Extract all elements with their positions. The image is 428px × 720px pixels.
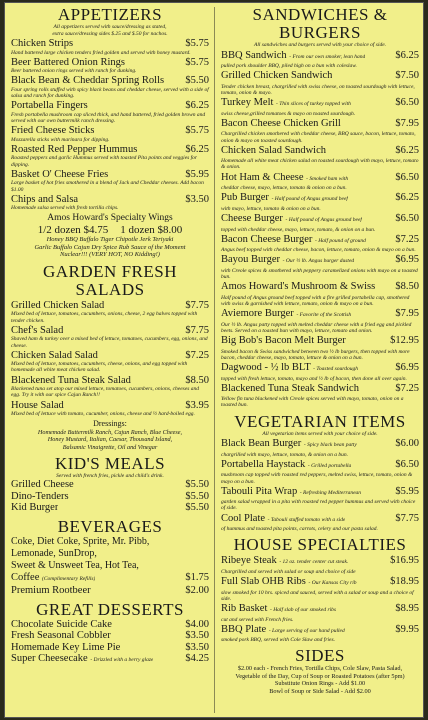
item-description: Homemade salsa served with fresh tortilla chips. [11, 205, 119, 212]
item-name: Beer Battered Onion Rings [11, 56, 126, 68]
menu-item [221, 383, 419, 409]
item-price: $5.50 [185, 75, 209, 87]
menu-item [221, 97, 419, 117]
item-name: Blackened Tuna Steak Sandwich [221, 382, 359, 394]
item-name: Rib Basket [221, 603, 268, 614]
menu-item [11, 653, 209, 667]
item-description: topped with cheddar cheese, mayo, lettuce, tomato, & onion on a bun. [221, 226, 376, 233]
menu-item [11, 57, 209, 75]
sides-title: SIDES [295, 646, 345, 666]
menu-item [11, 630, 209, 642]
item-name: Bacon Cheese Chicken Grill [221, 117, 341, 129]
menu-page [4, 2, 424, 718]
item-description: Tender chicken breast, chargrilled with swiss cheese, on toasted sourdough with lettuce, tomato, onion & mayo. [221, 83, 415, 96]
beverage-list: Sweet & Unsweet Tea, Hot Tea, [11, 559, 139, 571]
item-price: $6.50 [395, 97, 419, 109]
item-description: cut and served with French fries. [221, 616, 294, 623]
item-name: Chips and Salsa [11, 193, 79, 205]
sides-list: Bowl of Soup or Side Salad - Add $2.00 [269, 687, 371, 695]
item-note: - Tabouli stuffed tomato with a side [267, 516, 346, 523]
house-title: HOUSE SPECIALTIES [233, 535, 407, 555]
item-description: topped with fresh lettuce, tomato, mayo and ½ lb of bacon, then done all over again. [221, 375, 407, 382]
left-column [5, 3, 215, 717]
item-description: Mixed bed of lettuce, tomatoes, cucumbers, onions, cheese, 2 egg halves topped with tender chicken. [11, 311, 198, 324]
wings-dozen: 1 dozen $8.00 [120, 224, 183, 237]
item-price: $5.50 [185, 490, 209, 502]
menu-item [11, 619, 209, 631]
item-price: $6.50 [395, 213, 419, 225]
menu-item [221, 486, 419, 512]
item-description: Chargrilled chicken smothered with cheddar cheese, BBQ sauce, bacon, lettuce, tomato, onion & mayo on toasted sourdough. [221, 131, 416, 144]
item-description: Four spring rolls stuffed with spicy black beans and cheddar cheese, served with a side of salsa and ranch for dunking. [11, 86, 209, 100]
right-column [215, 3, 424, 717]
item-name: Turkey Melt [221, 97, 274, 109]
kids-note: Served with french fries, pickle and child's drink. [56, 472, 164, 479]
vegetarian-note: All vegetarian items served with your choice of side. [262, 430, 378, 437]
item-name: Portabella Fingers [11, 100, 88, 112]
item-description: pulled pork shoulder BBQ, piled high on a bun with coleslaw. [221, 63, 357, 69]
menu-item [11, 502, 209, 514]
item-note: - Thin slices of turkey topped with [276, 101, 351, 108]
dressings-list: Homemade Buttermilk Ranch, Cajun Ranch, Blue Cheese, [37, 429, 183, 437]
item-note: - 12 oz. tender center cut steak. [279, 559, 349, 566]
item-description: swiss cheese,grilled tomatoes & mayo on toasted sourdough. [221, 110, 356, 117]
item-description: Mixed bed of lettuce, tomatoes, cucumbers, cheese, onions, and egg topped with homemade all white meat chicken salad. [11, 361, 188, 374]
wing-flavors: Garlic Buffalo Cajun Dry Spice Rub Sauce of the Moment [34, 243, 186, 251]
item-description: slow smoked for 10 hrs. spiced and sauced, served with a salad or soup and a choice of side. [221, 589, 414, 602]
item-note: - Large serving of our hand pulled [268, 627, 345, 634]
item-price: $7.25 [395, 382, 419, 394]
item-name: Fresh Seasonal Cobbler [11, 630, 111, 642]
item-note: - Half pound of Angus ground beef [285, 217, 362, 224]
menu-item [221, 281, 419, 307]
item-description: Chargrilled and served with salad or soup and choice of side [221, 568, 356, 575]
item-name: Basket O' Cheese Fries [11, 168, 109, 180]
item-price: $8.95 [395, 603, 419, 614]
item-description: Half pound of Angus ground beef topped with a fire grilled portabella cap, smothered with swiss & garnished with lettuce, tomato, onion & mayo on a bun. [221, 294, 410, 308]
menu-item [11, 300, 209, 324]
item-name: Dino-Tenders [11, 490, 69, 502]
item-description: Mixed bed of lettuce with tomato, cucumber, onions, cheese and ½ hard-boiled egg. [11, 411, 195, 418]
item-name: Dagwood - ½ lb BLT [221, 362, 311, 374]
item-name: Grilled Cheese [11, 479, 74, 491]
item-description: Yellow fin tuna blackened with Creole spices served with mayo, tomato, onion on a toasted bun. [221, 396, 404, 409]
menu-item [221, 459, 419, 485]
item-name: Grilled Chicken Sandwich [221, 70, 333, 82]
menu-item [221, 603, 419, 623]
item-name: Full Slab OHB Ribs [221, 576, 306, 588]
item-description: garden salad wrapped in a pita with roasted red pepper hummus and served with choice of side. [221, 499, 416, 512]
item-price: $7.75 [395, 512, 419, 524]
beverage-list: Coke, Diet Coke, Sprite, Mr. Pibb, [11, 535, 150, 547]
item-name: BBQ Plate [221, 623, 267, 635]
item-name: Portabella Haystack [221, 458, 306, 470]
item-name: Tabouli Pita Wrap [221, 485, 298, 497]
item-name: Chef's Salad [11, 324, 64, 336]
item-description: Smoked bacon & Swiss sandwiched between two ½ lb burgers, then topped with more bacon, cheddar cheese, mayo, tomato, lettuce & onion on a bun. [221, 348, 410, 361]
item-name: Kid Burger [11, 502, 59, 514]
item-description: Large basket of hot fries smothered in a blend of Jack and Cheddar cheeses. Add bacon $1.00 [11, 180, 204, 193]
item-price: $6.50 [395, 458, 419, 470]
item-name: Homemade Key Lime Pie [11, 641, 121, 653]
wings-half-dozen: 1/2 dozen $4.75 [37, 224, 109, 237]
item-description: mushroom cap topped with roasted red peppers, melted swiss, lettuce, tomato, onion & mayo on a bun. [221, 472, 413, 485]
wings-prices [11, 224, 209, 236]
item-price: $6.00 [395, 438, 419, 450]
menu-item [221, 234, 419, 254]
menu-item [221, 624, 419, 644]
item-name: Ribeye Steak [221, 555, 277, 567]
item-price: $6.25 [395, 144, 419, 156]
item-name: Amos Howard's Mushroom & Swiss [221, 281, 376, 293]
item-description: of hummus and toasted pita points, carrots, celery and our pasta salad. [221, 526, 378, 533]
menu-item [221, 192, 419, 212]
dressings-list: Honey Mustard, Italian, Caesar, Thousand Island, [47, 436, 173, 444]
item-note: - Spicy black bean patty [303, 442, 357, 449]
item-note: - Grilled portabella [307, 462, 352, 469]
appetizers-note: All appetizers served with sauce/dressing as stated, [53, 24, 167, 30]
kids-title: KID'S MEALS [54, 453, 166, 473]
item-name: Chicken Salad Salad [11, 349, 98, 361]
sandwiches-note: All sandwiches and burgers served with your choice of side. [253, 42, 387, 48]
item-description: Our ½ lb. Angus patty topped with melted cheddar cheese with a fried egg and pickled beets. Served on a toasted bun with mayo, lettuce, tomato and onion. [221, 321, 412, 334]
item-price: $6.25 [395, 192, 419, 204]
item-note: - Refreshing Mediterranean [299, 489, 362, 496]
menu-item [221, 308, 419, 334]
menu-item [221, 172, 419, 192]
item-note: - From our own smoker, lean hand [289, 53, 366, 60]
item-price: $7.95 [395, 117, 419, 129]
item-name: Black Bean & Cheddar Spring Rolls [11, 75, 165, 87]
desserts-title: GREAT DESSERTS [36, 599, 184, 619]
menu-item [11, 572, 209, 586]
menu-item [11, 38, 209, 56]
item-description: Blackened tuna set atop our mixed lettuce, tomatoes, cucumbers, onions, cheeses and egg. Try it with our spice Cajun Ranch!! [11, 386, 200, 399]
menu-item [11, 169, 209, 193]
item-price: $7.75 [185, 299, 209, 311]
item-price: $4.00 [185, 618, 209, 630]
item-name: Super Cheesecake [11, 653, 88, 665]
item-name: Coffee [11, 571, 40, 583]
item-price: $3.50 [185, 641, 209, 653]
item-note: - Half pound of ground [315, 237, 366, 244]
item-note: - Toasted sourdough [313, 366, 358, 373]
item-price: $2.00 [185, 585, 209, 597]
item-note: - Our ½ lb. Angus burger dusted [282, 258, 355, 265]
item-price: $5.95 [395, 485, 419, 497]
item-name: Chicken Salad Sandwich [221, 144, 326, 156]
menu-item [11, 75, 209, 99]
menu-item [11, 375, 209, 399]
wings-title: Amos Howard's Specialty Wings [47, 213, 173, 224]
menu-item [221, 513, 419, 533]
sides-list: Substitute Onion Rings - Add $1.00 [274, 680, 366, 688]
item-price: $5.95 [185, 168, 209, 180]
menu-item [11, 585, 209, 597]
sides-list: Vegetable of the Day, Cup of Soup or Roasted Potatoes (after 5pm) [235, 672, 405, 680]
item-price: $6.25 [185, 100, 209, 112]
item-name: Bacon Cheese Burger [221, 233, 313, 245]
item-price: $4.25 [185, 653, 209, 665]
item-description: Angus beef topped with cheddar cheese, bacon, lettuce, tomato, onion & mayo on a bun. [221, 247, 416, 254]
appetizers-title: APPETIZERS [57, 5, 163, 24]
item-name: Aviemore Burger [221, 308, 294, 320]
item-price: $5.75 [185, 38, 209, 49]
sides-list: $2.00 each - French Fries, Tortilla Chips, Cole Slaw, Pasta Salad, [237, 665, 403, 673]
menu-item [11, 194, 209, 212]
item-description: Homemade all white meat chicken salad on toasted sourdough with mayo, lettuce, tomato & onion. [221, 158, 419, 171]
menu-item [11, 350, 209, 374]
item-description: chargrilled with mayo, lettuce, tomato, & onion on a bun. [221, 451, 349, 458]
item-note: - Favorite of the Scottish [296, 312, 352, 319]
sandwiches-title: SANDWICHES & BURGERS [252, 5, 388, 42]
menu-item [221, 335, 419, 361]
salads-title: GARDEN FRESH SALADS [43, 261, 177, 299]
item-name: Roasted Red Pepper Hummus [11, 143, 138, 155]
menu-item [11, 125, 209, 143]
item-note: - Drizzled with a berry glaze [90, 657, 154, 664]
item-name: Cool Plate [221, 512, 266, 524]
item-name: House Salad [11, 399, 64, 411]
item-price: $7.50 [395, 70, 419, 82]
item-name: Blackened Tuna Steak Salad [11, 374, 131, 386]
menu-item [221, 555, 419, 575]
item-price: $6.50 [395, 171, 419, 183]
appetizers-note: extra sauce/dressing sides $.25 and $.50 for nachos. [52, 30, 168, 37]
item-price: $6.95 [395, 362, 419, 374]
menu-item [221, 576, 419, 602]
menu-item [221, 118, 419, 144]
item-note: - Half slab of our smoked ribs [270, 607, 336, 613]
beverage-list: Lemonade, SunDrop, [11, 547, 97, 559]
item-description: cheddar cheese, mayo, lettuce, tomato & onion on a bun. [221, 185, 347, 192]
item-name: Premium Rootbeer [11, 585, 91, 597]
menu-item [11, 100, 209, 124]
wing-flavors: Honey BBQ Buffalo Tiger Chipotle Jerk Teriyaki [46, 236, 174, 244]
item-price: $18.95 [390, 576, 419, 588]
item-price: $6.95 [395, 254, 419, 266]
item-name: Pub Burger [221, 192, 269, 204]
item-description: Fresh portabella mushroom cap sliced thick, and hand battered, fried golden brown and served with our own buttermilk ranch dressing. [11, 111, 206, 125]
item-name: Chocolate Suicide Cake [11, 618, 112, 630]
item-note: - Smoked ham with [306, 175, 349, 182]
item-note: - Half pound of Angus ground beef [271, 196, 348, 203]
item-description: with mayo, lettuce, tomato & onion on a bun. [221, 205, 321, 212]
menu-item [11, 491, 209, 503]
dressings-title: Dressings: [93, 419, 127, 429]
item-name: Grilled Chicken Salad [11, 299, 105, 311]
item-description: smoked pork BBQ, served with Cole Slaw and fries. [221, 637, 335, 644]
wing-flavors: Nuclear!!! (VERY HOT, NO Kidding!) [60, 251, 160, 259]
item-price: $5.75 [185, 56, 209, 68]
item-price: $7.25 [395, 233, 419, 245]
menu-item [221, 70, 419, 96]
menu-item [11, 144, 209, 168]
menu-item [221, 438, 419, 458]
item-price: $12.95 [390, 335, 419, 347]
item-description: Beer battered onion rings served with ranch for dunking. [11, 68, 137, 75]
menu-item [221, 145, 419, 171]
item-description: with Creole spices & smothered with peppery caramelized onions with mayo on a toasted bun. [221, 267, 418, 281]
beverages-title: BEVERAGES [57, 516, 163, 536]
item-description: Shaved ham & turkey over a mixed bed of lettuce, tomatoes, cucumbers, egg, onions, and cheese. [11, 336, 208, 349]
menu-item [221, 254, 419, 280]
menu-item [11, 642, 209, 654]
menu-item [221, 213, 419, 233]
item-price: $6.25 [395, 49, 419, 61]
item-description: Roasted peppers and garlic Hummus served with toasted Pita points and veggies for dipping. [11, 155, 198, 168]
item-price: $9.95 [395, 623, 419, 635]
item-name: Hot Ham & Cheese [221, 171, 304, 183]
menu-item [221, 362, 419, 382]
item-note: (Complimentary Refills) [42, 575, 96, 582]
item-note: - Our Kansas City rib [308, 580, 357, 587]
item-name: BBQ Sandwich [221, 49, 287, 61]
item-price: $3.50 [185, 630, 209, 642]
menu-item [221, 50, 419, 70]
dressings-list: Balsamic Vinaigrette, Oil and Vinegar [62, 443, 158, 451]
item-price: $5.50 [185, 502, 209, 514]
item-name: Fried Cheese Sticks [11, 125, 95, 137]
menu-item [11, 400, 209, 418]
item-price: $6.25 [185, 143, 209, 155]
item-name: Big Bob's Bacon Melt Burger [221, 335, 346, 347]
item-price: $5.75 [185, 125, 209, 137]
item-price: $3.50 [185, 193, 209, 205]
item-price: $1.75 [185, 571, 209, 583]
item-name: Black Bean Burger [221, 438, 302, 450]
item-price: $5.50 [185, 479, 209, 491]
item-description: Mozzarella sticks with marinara for dipping. [11, 136, 110, 143]
item-price: $8.50 [185, 374, 209, 386]
item-name: Chicken Strips [11, 38, 74, 49]
vegetarian-title: VEGETARIAN ITEMS [234, 411, 406, 431]
item-price: $7.95 [395, 308, 419, 320]
item-name: Cheese Burger [221, 213, 283, 225]
item-name: Bayou Burger [221, 254, 281, 266]
item-price: $8.50 [395, 281, 419, 293]
item-price: $7.75 [185, 324, 209, 336]
item-price: $3.95 [185, 399, 209, 411]
menu-item [11, 325, 209, 349]
menu-item [11, 479, 209, 491]
item-price: $7.25 [185, 349, 209, 361]
item-description: Hand battered large chicken tenders fried golden and served with honey mustard. [11, 49, 191, 56]
item-price: $16.95 [390, 555, 419, 567]
